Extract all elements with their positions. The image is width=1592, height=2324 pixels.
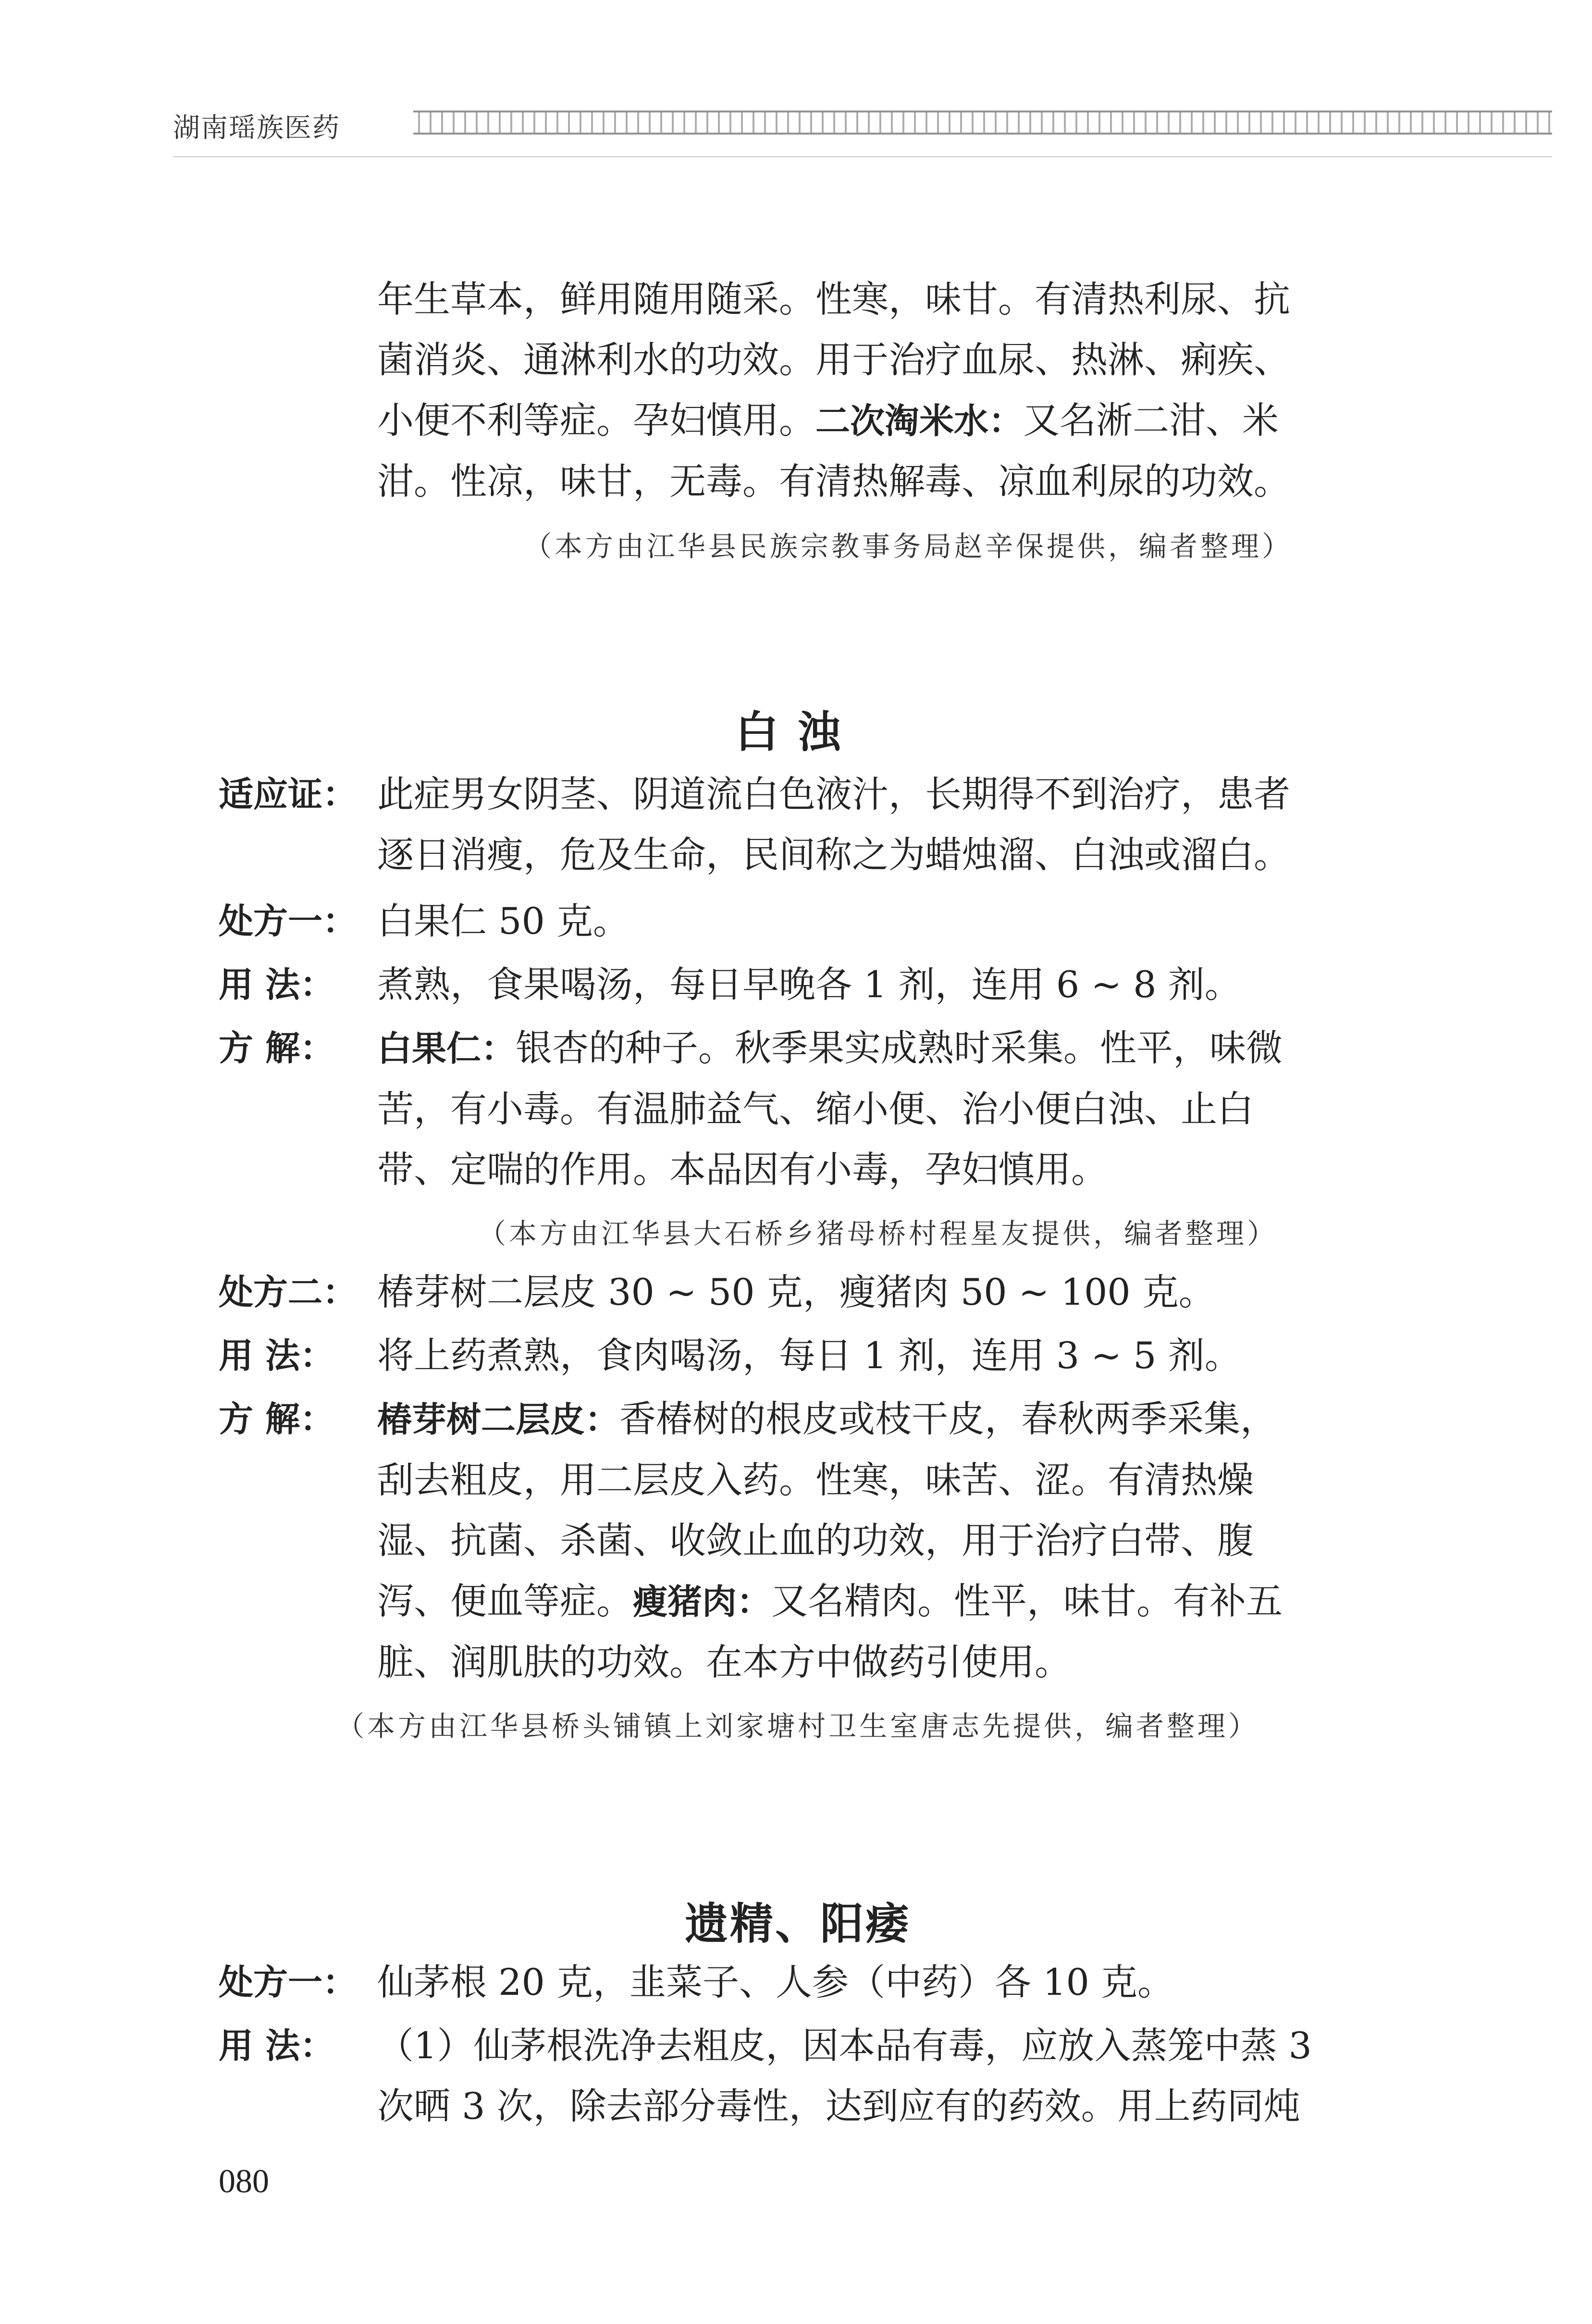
explanation-2-line-4	[377, 1571, 1401, 1632]
prescription-1-label: 处方一：	[219, 901, 358, 941]
explanation-1-text	[377, 1018, 1401, 1200]
prescription-2-entry	[219, 1262, 1401, 1323]
yijing-usage-1-line-2: 次晒 3 次，除去部分毒性，达到应有的药效。用上药同炖	[377, 2085, 1300, 2127]
indication-line-2: 逐日消瘦，危及生命，民间称之为蜡烛溜、白浊或溜白。	[377, 833, 1290, 876]
yijing-prescription-1-text: 仙茅根 20 克，韭菜子、人参（中药）各 10 克。	[377, 1961, 1174, 2003]
source-credit: （本方由江华县桥头铺镇上刘家塘村卫生室唐志先提供，编者整理）	[336, 1710, 1259, 1743]
explanation-2-line-4-end: 又名精肉。性平，味甘。有补五	[771, 1580, 1283, 1622]
yijing-usage-1-entry	[219, 2015, 1401, 2137]
usage-1-label: 用 法：	[219, 964, 335, 1005]
running-header	[173, 96, 1552, 149]
explanation-1-line-3: 带、定喘的作用。本品因有小毒，孕妇慎用。	[377, 1148, 1108, 1191]
explanation-1-line-2: 苦，有小毒。有温肺益气、缩小便、治小便白浊、止白	[377, 1088, 1254, 1130]
prescription-1-text: 白果仁 50 克。	[377, 900, 630, 942]
explanation-2-line-3: 湿、抗菌、杀菌、收敛止血的功效，用于治疗白带、腹	[377, 1519, 1254, 1562]
page-number: 080	[219, 2163, 269, 2200]
usage-1-text: 煮熟，食果喝汤，每日早晚各 1 剂，连用 6 ~ 8 剂。	[377, 963, 1241, 1006]
term-lean-pork: 瘦猪肉：	[633, 1582, 772, 1622]
section-title-baizhuo: 白 浊	[735, 706, 843, 757]
explanation-2-label: 方 解：	[219, 1399, 335, 1439]
explanation-2-line-4-start: 泻、便血等症。	[377, 1580, 633, 1622]
indication-text	[377, 764, 1401, 885]
explanation-1-entry	[219, 1018, 1401, 1199]
explanation-1-line-1-rest: 银杏的种子。秋季果实成熟时采集。性平，味微	[516, 1026, 1283, 1069]
book-title: 湖南瑶族医药	[173, 112, 340, 144]
yijing-prescription-1-entry	[219, 1952, 1401, 2013]
explanation-1-label: 方 解：	[219, 1028, 335, 1068]
indication-line-1: 此症男女阴茎、阴道流白色液汁，长期得不到治疗，患者	[377, 773, 1290, 816]
usage-1-entry	[219, 954, 1401, 1015]
yijing-usage-1-line-1: （1）仙茅根洗净去粗皮，因本品有毒，应放入蒸笼中蒸 3	[377, 2024, 1312, 2067]
section-title-yijing: 遗精、阳痿	[685, 1898, 911, 1949]
continuation-line-4: 泔。性凉，味甘，无毒。有清热解毒、凉血利尿的功效。	[377, 460, 1290, 503]
indication-entry	[219, 764, 1401, 885]
term-ginkgo-seed: 白果仁：	[377, 1028, 516, 1069]
explanation-2-line-2: 刮去粗皮，用二层皮入药。性寒，味苦、涩。有清热燥	[377, 1459, 1254, 1501]
source-credit: （本方由江华县大石桥乡猪母桥村程星友提供，编者整理）	[478, 1217, 1278, 1250]
yijing-prescription-1-label: 处方一：	[219, 1962, 358, 2003]
usage-2-label: 用 法：	[219, 1335, 335, 1376]
continuation-line-2: 菌消炎、通淋利水的功效。用于治疗血尿、热淋、痢疾、	[377, 338, 1290, 381]
explanation-2-line-5: 脏、润肌肤的功效。在本方中做药引使用。	[377, 1641, 1071, 1683]
explanation-2-line-1-rest: 香椿树的根皮或枝干皮，春秋两季采集，	[619, 1397, 1277, 1440]
continuation-line-3-end: 又名淅二泔、米	[1023, 399, 1279, 442]
continuation-paragraph	[377, 269, 1401, 512]
continuation-line-3	[377, 390, 1401, 451]
explanation-2-line-1	[377, 1389, 1401, 1450]
prescription-2-label: 处方二：	[219, 1272, 358, 1312]
explanation-2-text	[377, 1389, 1401, 1693]
header-rule	[173, 156, 1552, 157]
usage-2-text: 将上药煮熟，食肉喝汤，每日 1 剂，连用 3 ~ 5 剂。	[377, 1334, 1241, 1377]
explanation-2-entry	[219, 1389, 1401, 1692]
yijing-usage-1-text	[377, 2015, 1401, 2137]
indication-label: 适应证：	[219, 774, 358, 815]
continuation-line-1: 年生草本，鲜用随用随采。性寒，味甘。有清热利尿、抗	[377, 278, 1290, 321]
usage-2-entry	[219, 1325, 1401, 1386]
prescription-1-entry	[219, 891, 1401, 952]
yijing-usage-1-label: 用 法：	[219, 2026, 335, 2066]
explanation-1-line-1	[377, 1018, 1401, 1079]
continuation-line-3-start: 小便不利等症。孕妇慎用。	[377, 399, 815, 442]
prescription-2-text: 椿芽树二层皮 30 ~ 50 克，瘦猪肉 50 ~ 100 克。	[377, 1271, 1215, 1313]
term-toona-bark: 椿芽树二层皮：	[377, 1399, 620, 1440]
term-rice-water: 二次淘米水：	[815, 401, 1024, 441]
header-ornament-band	[413, 111, 1552, 135]
source-credit: （本方由江华县民族宗教事务局赵辛保提供，编者整理）	[524, 530, 1293, 563]
